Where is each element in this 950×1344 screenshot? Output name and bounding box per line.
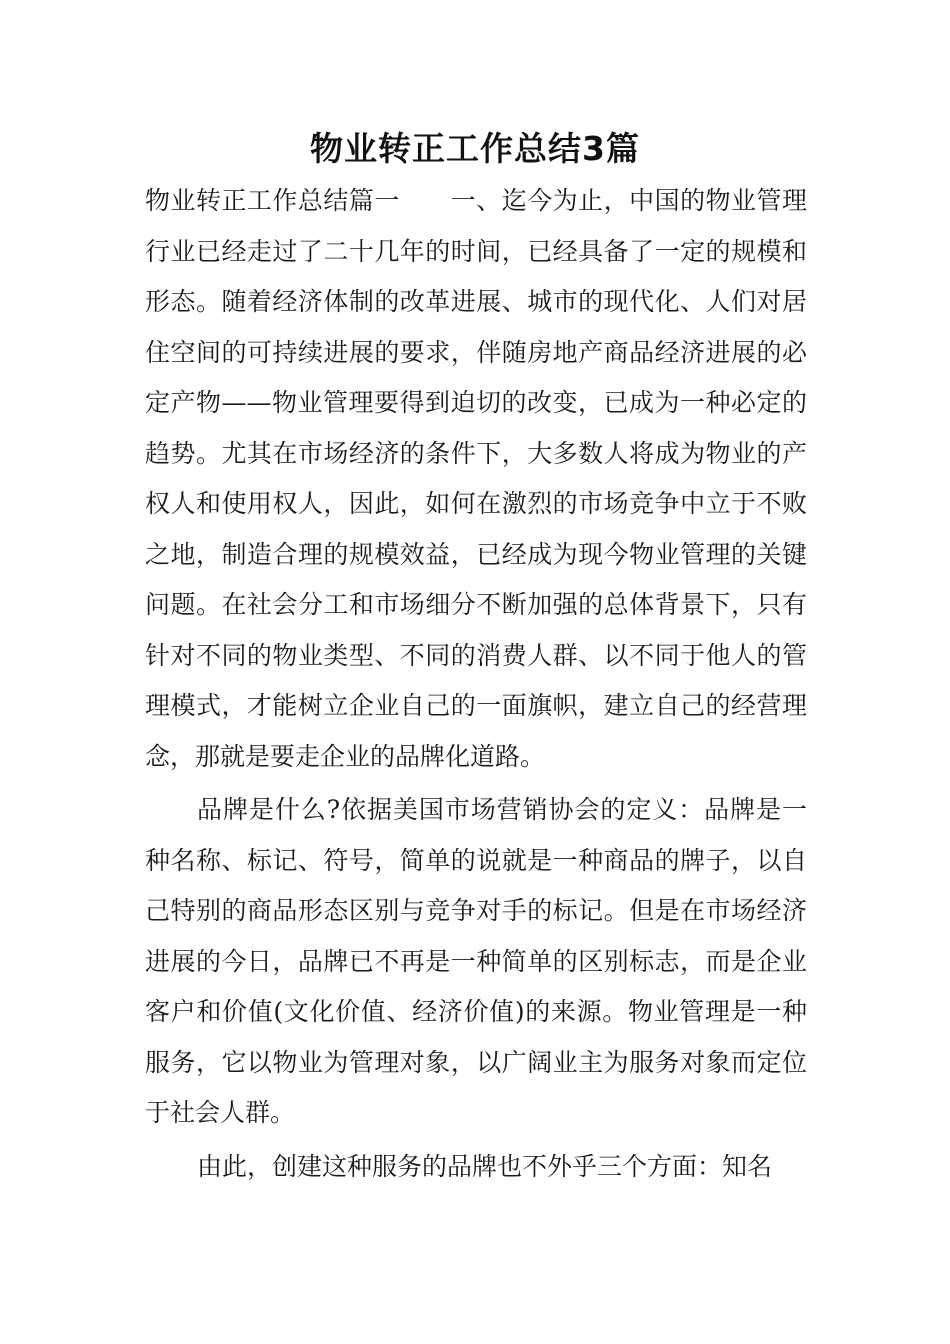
paragraph-3: 由此，创建这种服务的品牌也不外乎三个方面：知名 bbox=[197, 1151, 773, 1181]
paragraph-1: 物业转正工作总结篇一 一、迄今为止，中国的物业管理行业已经走过了二十几年的时间，已经具备了一定的规模和形态。随着经济体制的改革进展、城市的现代化、人们对居住空间的可持续进展的要求，伴随房地产商品经济进展的必定产物——物业管理要得到迫切的改变，已成为一种必定的趋势。尤其在市场经济的条件下，大多数人将成为物业的产权人和使用权人，因此，如何在激烈的市场竞争中立于不败之地，制造合理的规模效益，已经成为现今物业管理的关键问题。在社会分工和市场细分不断加强的总体背景下，只有针对不同的物业类型、不同的消费人群、以不同于他人的管理模式，才能树立企业自己的一面旗帜，建立自己的经营理念，那就是要走企业的品牌化道路。 bbox=[145, 186, 807, 771]
paragraph-2: 品牌是什么?依据美国市场营销协会的定义：品牌是一种名称、标记、符号，简单的说就是一种商品的牌子，以自己特别的商品形态区别与竞争对手的标记。但是在市场经济进展的今日，品牌已不再是一种简单的区别标志，而是企业客户和价值(文化价值、经济价值)的来源。物业管理是一种服务，它以物业为管理对象，以广阔业主为服务对象而定位于社会人群。 bbox=[145, 795, 807, 1127]
document-title: 物业转正工作总结3篇 bbox=[310, 129, 640, 168]
document-body bbox=[145, 176, 807, 1192]
